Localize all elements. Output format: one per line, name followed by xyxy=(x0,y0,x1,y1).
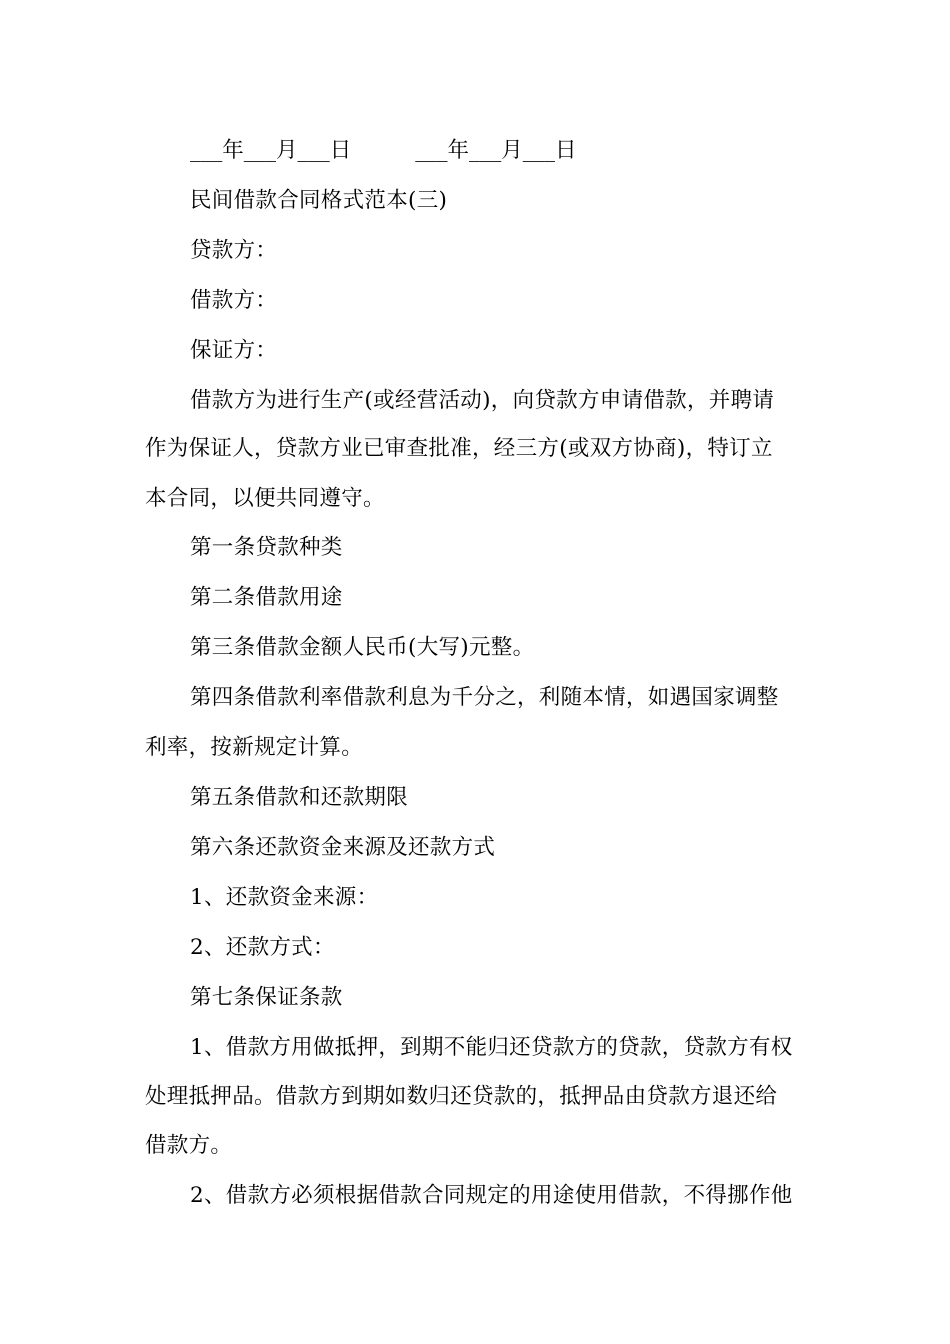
date-right: ___年___月___日 xyxy=(415,138,577,163)
article-3: 第三条借款金额人民币(大写)元整。 xyxy=(190,635,535,660)
article-6: 第六条还款资金来源及还款方式 xyxy=(190,835,496,860)
article-1: 第一条贷款种类 xyxy=(190,535,343,560)
signature-dates xyxy=(190,136,577,166)
document-title: 民间借款合同格式范本(三) xyxy=(190,188,448,213)
borrower-field: 借款方： xyxy=(190,288,278,313)
date-left: ___年___月___日 xyxy=(190,138,352,163)
article-7-item-1-line-2: 处理抵押品。借款方到期如数归还贷款的，抵押品由贷款方退还给 xyxy=(145,1084,778,1109)
article-7-item-1-line-3: 借款方。 xyxy=(145,1133,233,1158)
article-7-item-1-line-1: 1、借款方用做抵押，到期不能归还贷款方的贷款，贷款方有权 xyxy=(190,1035,793,1060)
article-5: 第五条借款和还款期限 xyxy=(190,785,409,810)
intro-line-1: 借款方为进行生产(或经营活动)，向贷款方申请借款，并聘请 xyxy=(190,388,775,413)
article-7-item-2-line-1: 2、借款方必须根据借款合同规定的用途使用借款，不得挪作他 xyxy=(190,1183,793,1208)
article-7: 第七条保证条款 xyxy=(190,985,343,1010)
article-6-item-2: 2、还款方式： xyxy=(190,935,335,960)
lender-field: 贷款方： xyxy=(190,238,278,263)
guarantor-field: 保证方： xyxy=(190,338,278,363)
article-6-item-1: 1、还款资金来源： xyxy=(190,885,379,910)
article-2: 第二条借款用途 xyxy=(190,585,343,610)
article-4-line-1: 第四条借款利率借款利息为千分之，利随本情，如遇国家调整 xyxy=(190,685,779,710)
intro-line-2: 作为保证人，贷款方业已审查批准，经三方(或双方协商)，特订立 xyxy=(145,436,773,461)
intro-line-3: 本合同，以便共同遵守。 xyxy=(145,486,385,511)
article-4-line-2: 利率，按新规定计算。 xyxy=(145,735,364,760)
